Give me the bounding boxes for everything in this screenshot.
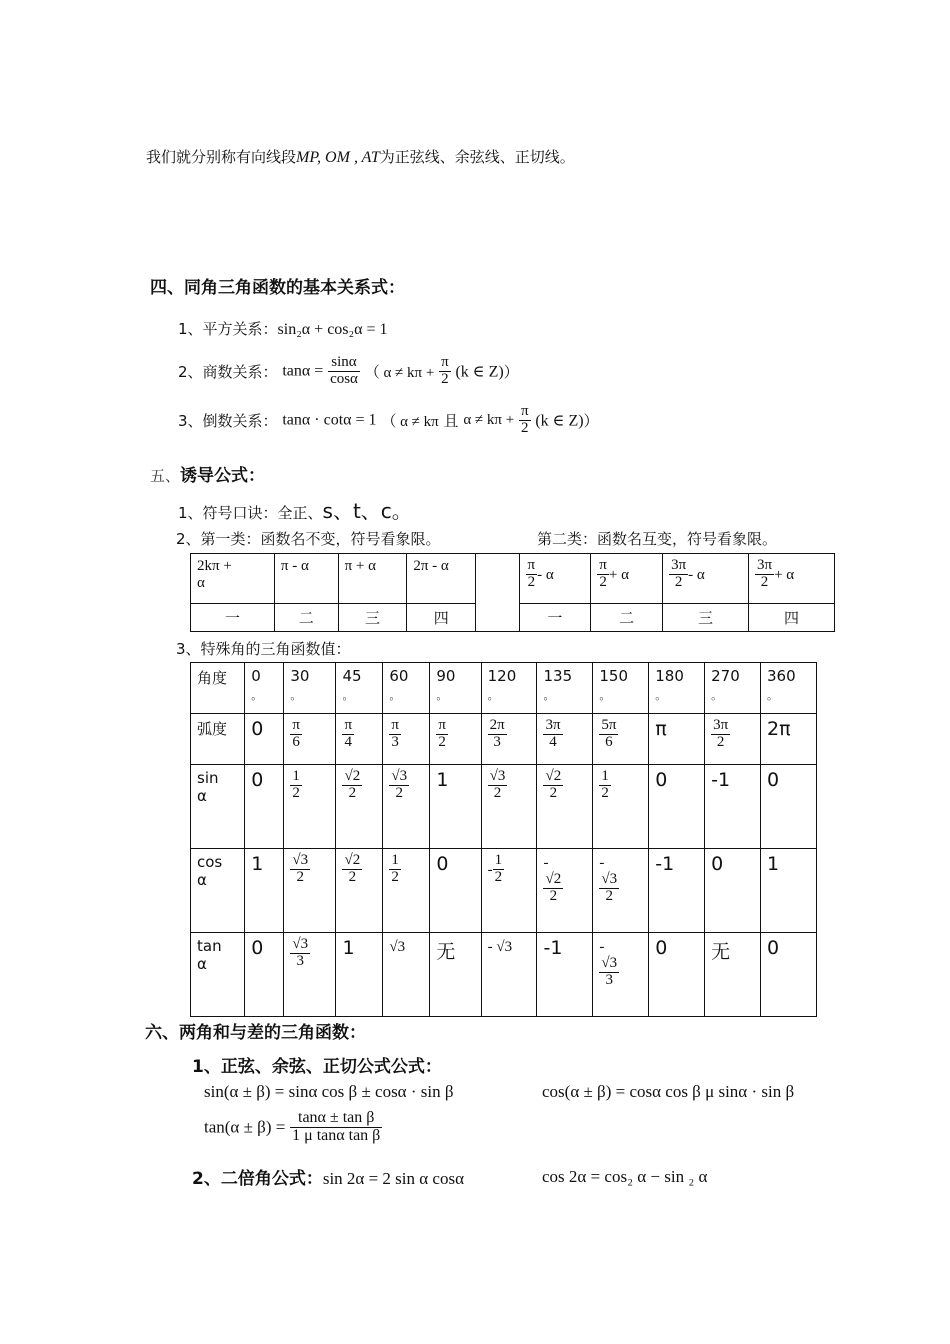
degree-mark: 。 [389,689,401,702]
sign: - [487,861,493,878]
deg: 180 [655,667,684,685]
degree-mark: 。 [251,689,263,702]
close: ） [583,411,599,430]
deg: 60 [389,667,409,685]
cos-row [191,849,817,933]
fraction [493,853,505,886]
num: sinα [328,355,360,372]
sin-value [481,765,537,849]
cell-2kpi [191,554,275,604]
quadrant: 四 [407,604,476,632]
quadrant: 二 [591,604,663,632]
formula-lhs: tanα = [282,362,324,380]
value: 1 [766,853,780,875]
label-text: α [197,955,207,973]
label-text: α [197,871,207,889]
degree-mark: 。 [599,689,611,702]
value: 0 [655,937,668,959]
cell-half-pi-minus [519,554,591,604]
degree-value [593,663,649,714]
rad-row [191,714,817,765]
sin-value [593,765,649,849]
num: π [292,717,300,733]
close: ） [503,362,519,381]
intro-line [146,146,575,167]
class-two-rule: 第二类：函数名互变，符号看象限。 [537,530,778,548]
section-6-title: 六、两角和与差的三角函数： [145,1023,366,1043]
den: 2 [605,887,613,904]
class-one-rule: 2、第一类：函数名不变，符号看象限。 [176,530,441,548]
degree-value [481,663,537,714]
num: π [438,717,446,733]
fraction [342,853,362,886]
num: 5π [601,717,617,733]
fraction [488,718,507,751]
fraction [389,718,401,751]
fraction [543,872,563,905]
subtitle: 2、二倍角公式： [192,1169,323,1189]
rad-value [649,714,705,765]
den: 3 [296,952,304,969]
cos-value [245,849,284,933]
den: 4 [344,733,352,750]
value: 1 [251,853,264,875]
tan-value [430,933,481,1017]
deg: 0 [251,667,261,685]
double-angle-line [192,1164,464,1189]
tan-value [245,933,284,1017]
fraction [711,718,730,751]
rad-value [760,714,816,765]
num: √2 [545,768,562,784]
pi-half [519,404,531,437]
fraction [488,769,508,802]
den: 2 [348,784,357,801]
num: 1 [391,852,399,868]
value: - √3 [487,939,513,955]
mnemonic [178,495,412,524]
s: - α [537,566,554,583]
d: 2 [527,573,536,590]
value: 0 [711,853,724,875]
num: √3 [601,871,618,887]
fraction [599,769,611,802]
degree-value [430,663,481,714]
degree-value [245,663,284,714]
fraction [290,769,302,802]
label-text: cos [197,853,223,871]
value: 无 [711,941,731,963]
fraction [543,769,563,802]
fraction [342,769,362,802]
sin-sum-formula: sin(α ± β) = sinα cos β ± cosα · sin β [204,1082,454,1101]
value: 无 [436,941,456,963]
intro-text-end: 为正弦线、余弦线、正切线。 [379,148,575,166]
den: 2 [348,868,357,885]
pi-half [439,355,451,388]
cell-pi-minus: π - α [274,554,338,604]
deg: 270 [711,667,740,685]
value: 2π [766,718,791,740]
degree-mark: 。 [543,689,555,702]
cell-pi-plus: π + α [338,554,407,604]
label-text: α [197,787,207,805]
num: 3π [545,717,561,733]
t: α [197,575,205,591]
label-text: 弧度 [197,720,228,738]
sin-value [284,765,336,849]
tan-value [760,933,816,1017]
fraction [290,718,302,751]
sin-value [383,765,430,849]
sign: - [599,855,605,871]
cond: （ α ≠ kπ [381,413,439,430]
sin-value [245,765,284,849]
s: - α [688,566,705,583]
value: 1 [436,769,449,791]
den: 2 [391,868,399,885]
row-label [191,933,245,1017]
tan-value [537,933,593,1017]
cos-value [649,849,705,933]
degree-value [336,663,383,714]
den: 3 [493,733,501,750]
degree-mark: 。 [436,689,448,702]
den: 2 [296,868,304,885]
degree-mark: 。 [766,689,778,702]
den: 1 μ tanα tan β [292,1126,381,1144]
num: 1 [601,768,609,784]
label: 2、商数关系： [178,362,278,381]
row-label [191,714,245,765]
segments: MP, OM , AT [296,149,380,166]
deg: 30 [290,667,310,685]
reciprocal-relation [178,404,599,437]
num: √2 [545,871,562,887]
num: 五、 [150,469,181,485]
num: π [391,717,399,733]
deg: 360 [766,667,796,685]
den: 2 [601,784,609,801]
fraction [543,718,562,751]
label-text: sin [197,769,219,787]
den: 2 [395,784,403,801]
num: √2 [344,852,361,868]
formula: sin₂α + cos₂α = 1 [277,321,388,338]
cond: α ≠ kπ + [463,411,515,428]
value: 0 [655,769,668,791]
value: 0 [436,853,449,875]
rad-value [284,714,336,765]
label: 1、平方关系： [178,320,278,338]
num: 2π [489,717,505,733]
tan-value [593,933,649,1017]
degree-value [705,663,761,714]
rad-value [481,714,537,765]
value: 0 [251,718,264,740]
degree-mark: 。 [487,689,499,702]
row-label [191,663,245,714]
n: 3π [756,557,773,573]
d: 2 [760,573,769,590]
fraction [389,769,409,802]
num: π [344,717,353,733]
deg: 150 [599,667,628,685]
s: + α [774,566,795,583]
text: 1、符号口诀：全正、 [178,504,323,522]
sin-row [191,765,817,849]
num: tanα ± tan β [290,1110,382,1128]
den: 2 [438,733,446,750]
den: 3 [605,971,613,988]
t: 2kπ + [197,558,232,574]
section-5-title [150,461,265,486]
deg: 135 [543,667,573,685]
formula: tanα · cotα = 1 [282,411,377,429]
degree-value [383,663,430,714]
num: 1 [292,768,300,784]
sin-value [760,765,816,849]
quadrant: 三 [663,604,749,632]
tan-row [191,933,817,1017]
value: 0 [766,769,780,791]
sum-diff-subtitle: 1、正弦、余弦、正切公式公式： [192,1057,442,1077]
row-label [191,849,245,933]
sin2: sin 2α = 2 sin α cosα [322,1169,464,1188]
fraction [342,718,354,751]
cond: (k ∈ Z) [535,412,584,430]
tan-value [336,933,383,1017]
den: 6 [605,733,613,750]
value: -1 [543,937,563,959]
rad-value [430,714,481,765]
fraction [290,1110,382,1145]
tan-sum-formula [204,1110,382,1145]
cond: (k ∈ Z) [455,363,504,381]
num: √3 [489,768,506,784]
den: 2 [292,784,300,801]
fraction [328,355,360,388]
degree-mark: 。 [655,689,667,702]
quotient-relation [178,355,519,388]
num: √3 [292,852,309,868]
den: 2 [494,868,503,885]
n: 3π [671,557,687,573]
quadrant: 一 [519,604,591,632]
s: + α [608,566,629,583]
rad-value [705,714,761,765]
label-text: tan [197,937,222,955]
degree-value [649,663,705,714]
rad-value [537,714,593,765]
n: π [527,557,536,573]
cos-sum-formula: cos(α ± β) = cosα cos β μ sinα · sin β [542,1082,795,1101]
fraction [436,718,448,751]
value: 1 [342,937,355,959]
sin-value [649,765,705,849]
special-angle-title: 3、特殊角的三角函数值： [176,640,351,658]
num: π [441,354,449,370]
fraction [599,956,619,989]
gap-cell [476,554,519,632]
num: 3π [713,717,729,733]
tan-value [284,933,336,1017]
value: 0 [251,769,264,791]
degree-mark: 。 [342,689,354,702]
den: 2 [521,419,529,436]
cos-value [537,849,593,933]
fraction [599,872,619,905]
cos-value [593,849,649,933]
den: 4 [549,733,557,750]
degree-value [284,663,336,714]
fraction [290,937,310,970]
cond: （ α ≠ kπ + [364,364,435,381]
degree-mark: 。 [290,689,302,702]
num: √3 [391,768,408,784]
special-angle-table [190,662,817,1017]
num: √2 [344,768,361,784]
induction-table [190,553,835,632]
degree-row [191,663,817,714]
den: 2 [441,370,449,387]
title: 诱导公式： [180,466,266,486]
sin-value [430,765,481,849]
value: 0 [251,937,264,959]
cos-value [481,849,537,933]
tan-value [705,933,761,1017]
sin-value [336,765,383,849]
den: 2 [493,784,502,801]
num: √3 [292,936,309,952]
rad-value [593,714,649,765]
den: 2 [716,733,725,750]
fraction [389,853,401,886]
n: π [599,557,607,573]
cos-value [705,849,761,933]
intro-text: 我们就分别称有向线段 [146,148,297,166]
square-relation [178,318,388,339]
den: 6 [292,733,300,750]
tan-value [481,933,537,1017]
value: √3 [389,939,406,955]
value: π [655,718,667,740]
label-text: 角度 [197,669,228,687]
tan-value [649,933,705,1017]
stc: s、t、c。 [322,499,412,523]
quadrant: 二 [274,604,338,632]
tan-value [383,933,430,1017]
num: 1 [494,852,503,868]
den: 3 [391,733,399,750]
degree-value [537,663,593,714]
cell-3half-pi-plus [748,554,834,604]
value: 0 [766,937,780,959]
section-4-title: 四、同角三角函数的基本关系式： [150,278,405,298]
den: 2 [549,887,558,904]
degree-value [760,663,816,714]
sign: - [599,939,605,955]
sign: - [543,855,549,871]
fraction [290,853,310,886]
rad-value [245,714,284,765]
quadrant: 三 [338,604,407,632]
cos-double-formula: cos 2α = cos₂ α − sin ₂ α [542,1167,708,1186]
cell-2pi-minus: 2π - α [407,554,476,604]
rad-value [336,714,383,765]
cos-value [430,849,481,933]
row-label [191,765,245,849]
cos-value [383,849,430,933]
rad-value [383,714,430,765]
quadrant: 一 [191,604,275,632]
fraction [599,718,618,751]
quadrant: 四 [748,604,834,632]
deg: 90 [436,667,456,685]
num: √3 [601,955,618,971]
d: 2 [599,573,607,590]
cell-3half-pi-minus [663,554,749,604]
qie: 且 [443,411,459,430]
sin-value [537,765,593,849]
cos-value [760,849,816,933]
den: cosα [330,370,358,387]
d: 2 [674,573,683,590]
den: 2 [549,784,558,801]
deg: 45 [342,667,362,685]
sin-value [705,765,761,849]
num: π [520,403,529,419]
value: -1 [711,769,731,791]
cos-value [336,849,383,933]
degree-mark: 。 [711,689,723,702]
deg: 120 [487,667,517,685]
lhs: tan(α ± β) = [204,1117,286,1137]
cos-value [284,849,336,933]
value: -1 [655,853,675,875]
cell-half-pi-plus [591,554,663,604]
label: 3、倒数关系： [178,411,278,430]
